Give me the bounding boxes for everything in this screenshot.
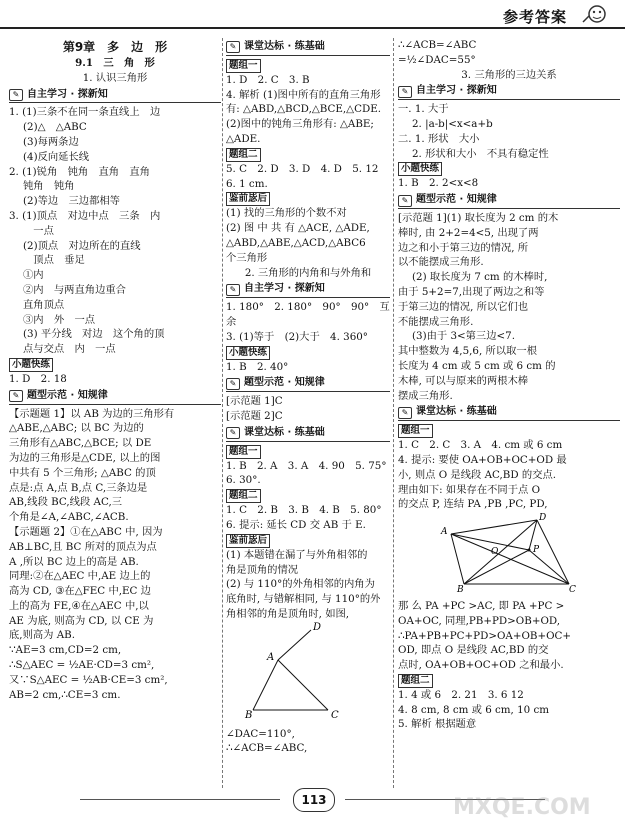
section-heading bbox=[9, 88, 221, 104]
answer-line: 小, 则点 O 是线段 AC,BD 的交点. bbox=[398, 468, 557, 481]
answer-line: 直角顶点 bbox=[23, 298, 65, 311]
subsection-tag-text: 题组二 bbox=[226, 489, 261, 503]
answer-line: 1. D 2. 18 bbox=[9, 372, 67, 385]
answer-line: 底角时, 与错解相同, 与 110°的外 bbox=[226, 593, 381, 606]
subsection-tag bbox=[9, 357, 221, 372]
subsection-tag-text: 题组二 bbox=[226, 148, 261, 162]
subsection-tag-text: 题组一 bbox=[226, 445, 261, 459]
answer-line: 三角形有△ABC,△BCE; 以 DE bbox=[9, 437, 152, 450]
section-heading-text: 课堂达标 · 练基础 bbox=[244, 426, 325, 438]
pencil-icon: ✎ bbox=[9, 390, 23, 402]
answer-line: 边之和小于第三边的情况, 所 bbox=[398, 241, 529, 254]
answer-line: 由于 5+2=7,出现了两边之和等 bbox=[398, 285, 545, 298]
subsection-tag bbox=[226, 488, 390, 503]
answer-line: ②内 与两直角边重合 bbox=[23, 283, 126, 296]
subsection-tag-text: 鉴前毖后 bbox=[226, 534, 270, 548]
figure-label: B bbox=[245, 709, 253, 721]
answer-line: ∴S△AEC = ½AE·CD=3 cm², bbox=[9, 659, 155, 672]
answer-line: (3)由于 3<第三边<7. bbox=[412, 330, 515, 343]
answer-line: ∠DAC=110°, bbox=[226, 727, 295, 740]
answer-line: 6. 30°. bbox=[226, 474, 261, 487]
subsection-tag bbox=[226, 345, 390, 360]
answer-line: 【示题题 1】以 AB 为边的三角形有 bbox=[9, 407, 175, 420]
answer-line: 摆成三角形. bbox=[398, 389, 453, 402]
answer-line: 1. 认识三角形 bbox=[82, 71, 148, 84]
answer-line: 长度为 4 cm 或 5 cm 或 6 cm 的 bbox=[398, 359, 556, 372]
subsection-tag-text: 小题快练 bbox=[398, 162, 442, 176]
watermark-text: MXQE.COM bbox=[453, 795, 591, 820]
subsection-tag-text: 题组一 bbox=[226, 59, 261, 73]
answer-line: 个角是∠A,∠ABC,∠ACB. bbox=[9, 511, 129, 524]
pencil-icon: ✎ bbox=[226, 378, 240, 390]
header-rule bbox=[0, 27, 625, 29]
section-heading-text: 自主学习 · 探新知 bbox=[416, 85, 497, 97]
answer-line: 4. 提示: 要使 OA+OB+OC+OD 最 bbox=[398, 453, 567, 466]
answer-line: 4. 解析 (1)图中所有的直角三角形 bbox=[226, 88, 381, 101]
answer-column-left bbox=[9, 38, 221, 702]
answer-line: 角相邻的角是顶角时, 如图, bbox=[226, 607, 350, 620]
header-title: 参考答案 bbox=[502, 8, 567, 26]
pencil-icon: ✎ bbox=[398, 86, 412, 98]
pencil-icon: ✎ bbox=[9, 89, 23, 101]
answer-line: 2. 三角形的内角和与外角和 bbox=[244, 266, 372, 279]
answer-line: (2)顶点 对边所在的直线 bbox=[23, 239, 141, 252]
pencil-icon: ✎ bbox=[398, 407, 412, 419]
section-heading-text: 自主学习 · 探新知 bbox=[244, 283, 325, 295]
answer-line: 底,则高为 AB. bbox=[9, 629, 76, 642]
answer-line: OA+OC, 同理,PB+PD>OB+OD, bbox=[398, 614, 561, 627]
subsection-tag bbox=[226, 533, 390, 548]
answer-line: [示范题 2]C bbox=[226, 409, 283, 422]
answer-line: 5. C 2. D 3. D 4. D 5. 12 bbox=[226, 162, 379, 175]
answer-column-right bbox=[398, 38, 620, 732]
page-header bbox=[0, 0, 625, 30]
answer-line: (2) 图 中 共 有 △ACE, △ADE, bbox=[226, 222, 370, 235]
subsection-tag-text: 鉴前毖后 bbox=[226, 192, 270, 206]
section-heading-text: 题型示范 · 知规律 bbox=[244, 377, 325, 389]
answer-line: ∴∠ACB=∠ABC, bbox=[226, 742, 308, 755]
figure-label: P bbox=[533, 545, 540, 556]
subsection-tag bbox=[226, 147, 390, 162]
answer-line: (2)等边 三边都相等 bbox=[23, 195, 120, 208]
answer-line: 3. (1)等于 (2)大于 4. 360° bbox=[226, 330, 368, 343]
answer-line: 为边的三角形是△CDE, 以上的图 bbox=[9, 451, 161, 464]
answer-line: (4)反向延长线 bbox=[23, 150, 90, 163]
answer-line: 3. (1)顶点 对边中点 三条 内 bbox=[9, 209, 161, 222]
answer-line: 1. C 2. C 3. A 4. cm 或 6 cm bbox=[398, 439, 563, 452]
subsection-tag-text: 题组一 bbox=[398, 424, 433, 438]
section-heading-text: 自主学习 · 探新知 bbox=[27, 88, 108, 100]
answer-line: (2)△ △ABC bbox=[23, 121, 87, 134]
answer-line: 以不能摆成三角形. bbox=[398, 256, 484, 269]
answer-line: 于第三边的情况, 所以它们也 bbox=[398, 300, 529, 313]
answer-line: 木棒, 可以与原来的两根木棒 bbox=[398, 374, 529, 387]
answer-line: 上的高为 FE,④在△AEC 中,以 bbox=[9, 599, 149, 612]
answer-line: 一. 1. 大于 bbox=[398, 103, 449, 116]
subsection-tag bbox=[398, 423, 620, 438]
answer-line: 理由如下: 如果存在不同于点 O bbox=[398, 483, 541, 496]
section-heading bbox=[398, 193, 620, 209]
answer-line: 4. 8 cm, 8 cm 或 6 cm, 10 cm bbox=[398, 703, 550, 716]
answer-column-middle bbox=[226, 38, 390, 756]
answer-line: [示范题 1]C bbox=[226, 395, 283, 408]
answer-line: 中共有 5 个三角形; △ABC 的顶 bbox=[9, 466, 156, 479]
subsection-tag bbox=[398, 161, 620, 176]
section-heading bbox=[226, 282, 390, 298]
answer-line: 又∵S△AEC = ½AB·CE=3 cm², bbox=[9, 673, 168, 686]
answer-line: 点是:点 A,点 B,点 C,三条边是 bbox=[9, 481, 148, 494]
section-heading bbox=[226, 376, 390, 392]
answer-line: 1. (1)三条不在同一条直线上 边 bbox=[9, 106, 161, 119]
figure-label: A bbox=[441, 527, 448, 538]
figure-label: B bbox=[457, 585, 464, 595]
mascot-icon bbox=[581, 2, 611, 26]
answer-line: (1) 找的三角形的个数不对 bbox=[226, 207, 347, 220]
subsection-tag bbox=[226, 191, 390, 206]
section-heading bbox=[398, 84, 620, 100]
section-heading-text: 课堂达标 · 练基础 bbox=[416, 406, 497, 418]
answer-line: (2) 与 110°的外角相邻的内角为 bbox=[226, 578, 375, 591]
section-heading bbox=[226, 40, 390, 56]
answer-line: 角是顶角的情况 bbox=[226, 563, 299, 576]
subsection-tag bbox=[226, 444, 390, 459]
footer-rule-left bbox=[80, 799, 280, 800]
answer-line: 顶点 垂足 bbox=[23, 254, 85, 267]
pencil-icon: ✎ bbox=[226, 427, 240, 439]
answer-line: 棒时, 由 2+2=4<5, 出现了两 bbox=[398, 226, 539, 239]
answer-line: 2. (1)锐角 钝角 直角 直角 bbox=[9, 165, 150, 178]
answer-line: AB,线段 BC,线段 AC,三 bbox=[9, 496, 123, 509]
figure-label: C bbox=[569, 585, 576, 595]
figure-label: C bbox=[331, 709, 339, 721]
answer-line: 1. 4 或 6 2. 21 3. 6 12 bbox=[398, 688, 524, 701]
answer-line: 钝角 钝角 bbox=[23, 180, 75, 193]
answer-line: 的交点 P, 连结 PA ,PB ,PC, PD, bbox=[398, 498, 548, 511]
answer-line: 9.1 三 角 形 bbox=[75, 57, 155, 69]
subsection-tag-text: 题组二 bbox=[398, 674, 433, 688]
answer-line: 有: △ABD,△BCD,△BCE,△CDE. bbox=[226, 103, 382, 116]
answer-line: (2)图中的钝角三角形有: △ABE; bbox=[226, 118, 374, 131]
subsection-tag bbox=[226, 58, 390, 73]
answer-line: 高为 CD, ③在△FEC 中,EC 边 bbox=[9, 585, 151, 598]
answer-line: 6. 提示: 延长 CD 交 AB 于 E. bbox=[226, 518, 366, 531]
answer-line: 个三角形 bbox=[226, 251, 268, 264]
figure-label: O bbox=[491, 547, 499, 558]
answer-line: (3) 平分线 对边 这个角的顶 bbox=[23, 328, 165, 341]
answer-line: (2) 取长度为 7 cm 的木棒时, bbox=[412, 271, 548, 284]
answer-line: 5. 解析 根据题意 bbox=[398, 718, 477, 731]
page-number: 113 bbox=[293, 788, 335, 812]
answer-line: 同理:②在△AEC 中,AE 边上的 bbox=[9, 570, 151, 583]
answer-line: 6. 1 cm. bbox=[226, 177, 268, 190]
subsection-tag-text: 小题快练 bbox=[9, 358, 53, 372]
answer-line: ∵AE=3 cm,CD=2 cm, bbox=[9, 644, 122, 657]
pencil-icon: ✎ bbox=[398, 195, 412, 207]
answer-line: ∴∠ACB=∠ABC bbox=[398, 39, 477, 51]
section-heading bbox=[398, 405, 620, 421]
section-heading-text: 课堂达标 · 练基础 bbox=[244, 41, 325, 52]
column-divider bbox=[393, 38, 394, 788]
answer-line: (1) 本题错在漏了与外角相邻的 bbox=[226, 548, 368, 561]
answer-line: ①内 bbox=[23, 269, 44, 282]
answer-line: 1. C 2. B 3. B 4. B 5. 80° bbox=[226, 504, 382, 517]
answer-line: [示范题 1](1) 取长度为 2 cm 的木 bbox=[398, 211, 559, 224]
triangle-figure bbox=[233, 622, 383, 722]
answer-line: 其中整数为 4,5,6, 所以取一根 bbox=[398, 345, 537, 358]
answer-line: A ,所以 BC 边上的高是 AB. bbox=[9, 555, 139, 568]
answer-line: 【示题题 2】①在△ABC 中, 因为 bbox=[9, 525, 163, 538]
answer-line: △ABD,△ABE,△ACD,△ABC6 bbox=[226, 236, 366, 249]
figure-label: A bbox=[267, 651, 275, 663]
section-heading bbox=[9, 389, 221, 405]
answer-line: ∴PA+PB+PC+PD>OA+OB+OC+ bbox=[398, 629, 572, 642]
quadrilateral-figure bbox=[429, 512, 589, 594]
answer-line: AE 为底, 则高为 CD, 以 CE 为 bbox=[9, 614, 154, 627]
answer-line: 1. B 2. A 3. A 4. 90 5. 75° bbox=[226, 459, 387, 472]
figure-label: D bbox=[313, 621, 322, 633]
section-heading-text: 题型示范 · 知规律 bbox=[416, 194, 497, 206]
answer-line: AB⊥BC,且 BC 所对的顶点为点 bbox=[9, 540, 157, 553]
answer-line: ③内 外 一点 bbox=[23, 313, 96, 326]
answer-line: △ABE,△ABC; 以 BC 为边的 bbox=[9, 422, 144, 435]
section-heading-text: 题型示范 · 知规律 bbox=[27, 389, 108, 401]
answer-line: 1. D 2. C 3. B bbox=[226, 73, 310, 86]
answer-line: 不能摆成三角形. bbox=[398, 315, 474, 328]
column-divider bbox=[222, 38, 223, 788]
section-heading bbox=[226, 426, 390, 442]
answer-line: △ADE. bbox=[226, 132, 261, 145]
figure bbox=[398, 512, 620, 599]
answer-line: OD, 即点 O 是线段 AC,BD 的交 bbox=[398, 644, 549, 657]
answer-line: 2. |a-b|<x<a+b bbox=[412, 117, 493, 130]
answer-line: 1. 180° 2. 180° 90° 90° 互余 bbox=[226, 301, 390, 328]
answer-line: 那 么 PA +PC >AC, 即 PA +PC > bbox=[398, 599, 565, 612]
answer-line: 3. 三角形的三边关系 bbox=[461, 68, 557, 81]
answer-line: AB=2 cm,∴CE=3 cm. bbox=[9, 688, 121, 701]
answer-line: (3)每两条边 bbox=[23, 135, 79, 148]
subsection-tag-text: 小题快练 bbox=[226, 346, 270, 360]
answer-line: 点时, OA+OB+OC+OD 之和最小. bbox=[398, 659, 564, 672]
answer-line: 2. 形状和大小 不具有稳定性 bbox=[412, 147, 549, 160]
pencil-icon: ✎ bbox=[226, 284, 240, 296]
chapter-title: 第9章 多 边 形 bbox=[62, 40, 168, 54]
subsection-tag bbox=[398, 673, 620, 688]
answer-line: 点与交点 内 一点 bbox=[23, 343, 116, 356]
answer-line: 1. B 2. 40° bbox=[226, 360, 289, 373]
pencil-icon: ✎ bbox=[226, 41, 240, 53]
figure-label: D bbox=[539, 513, 547, 524]
answer-line: 二. 1. 形状 大小 bbox=[398, 132, 480, 145]
watermark bbox=[449, 770, 619, 822]
figure bbox=[226, 622, 390, 727]
answer-line: 1. B 2. 2<x<8 bbox=[398, 177, 479, 190]
answer-line: 一点 bbox=[23, 224, 54, 237]
answer-line: =½∠DAC=55° bbox=[398, 53, 476, 66]
